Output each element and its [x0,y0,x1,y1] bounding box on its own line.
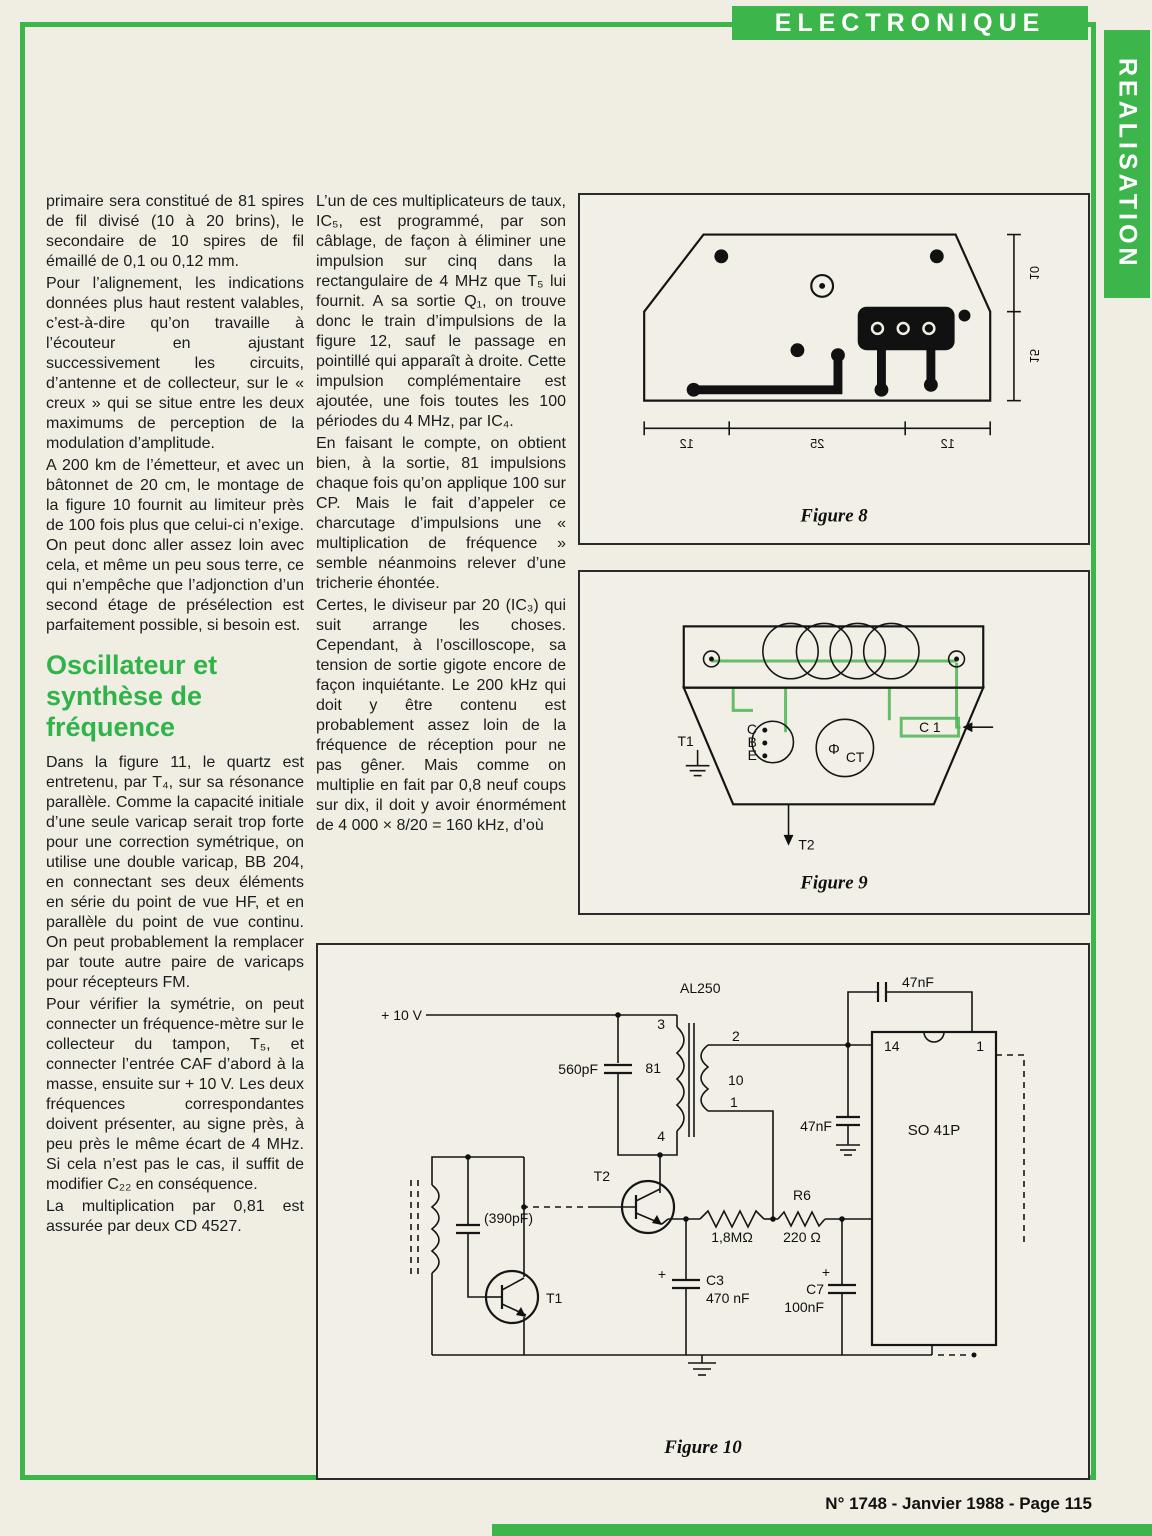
pin-number: 1 [976,1038,984,1054]
component-label: 47nF [800,1118,832,1134]
section-title: ELECTRONIQUE [774,8,1046,37]
board-outline [684,626,983,804]
figure-8 [578,193,1090,545]
capacitor-560pf [558,1061,632,1077]
figure-10 [316,943,1090,1480]
resistor-1m8 [700,1211,764,1245]
transformer [645,980,743,1144]
side-tab [1104,30,1150,298]
phi-symbol: Φ [828,741,840,758]
t2-terminal [784,804,815,852]
supply-label: + 10 V [381,1007,422,1023]
dimension-label: 12 [679,436,694,452]
capacitor-c3 [658,1266,750,1306]
component-label: 1,8MΩ [711,1229,753,1245]
dimension-lines [644,235,1042,452]
component-label: (390pF) [484,1210,534,1226]
transistor-footprint [747,721,794,763]
paragraph: La multiplication par 0,81 est assurée par deux CD 4527. [46,1198,304,1235]
polarity-plus: + [821,1264,830,1280]
schematic-drawing [318,945,1088,1478]
paragraph: L’un de ces multiplicateurs de taux, IC₅, est programmé, par son câblage, de façon à éliminer une impulsion sur cinq dans la rectangulaire de 4 MHz que T₅ lui fournit. A sa sortie Q₁, on trouve donc le train d’impulsions de la figure 12, sauf le passage en pointillé qui apparaît à droite. Cette impulsion complémentaire est ajoutée, une fois toutes les 100 périodes du 4 MHz, par IC₄. [316,193,566,430]
paragraph: Pour vérifier la symétrie, on peut connecter un fréquence-mètre sur le collecteur du tampon, T₅, et connecter l’entrée CAF d’abord à la masse, ensuite sur + 10 V. Les deux fréquences correspondantes doivent présenter, au signe près, à peu près le même écart de 4 MHz. Si cela n’est pas le cas, il suffit de modifier C₂₂ en conséquence. [46,996,304,1193]
ic-so41p [872,1032,996,1345]
bottom-green-strip [492,1524,1152,1536]
pin-number: 1 [730,1094,738,1110]
figure-9 [578,570,1090,915]
pin-number: 4 [657,1128,665,1144]
component-label: R6 [793,1187,811,1203]
pin-number: 14 [884,1038,900,1054]
transistor-t1 [486,1271,563,1323]
component-label: T1 [546,1290,563,1306]
dimension-label: 25 [810,436,825,452]
component-label: C3 [706,1272,724,1288]
transformer-label: AL250 [680,980,721,996]
pin-label: E [747,746,757,763]
paragraph: En faisant le compte, on obtient bien, à la sortie, 81 impulsions chaque fois qu’on applique 100 sur CP. Mais le fait d’appeler ce charcutage d’impulsions une « multiplication de fréquence » semble néanmoins relever d’une tricherie éhontée. [316,435,566,592]
article-heading: Oscillateur et synthèse de fréquence [46,650,218,742]
text-column-2 [316,192,566,838]
coil [763,623,919,678]
resistor-r6 [778,1187,825,1245]
pin-label: C [746,721,757,738]
ic-label: SO 41P [907,1122,961,1139]
capacitor-c1 [901,718,993,736]
paragraph: Pour l’alignement, les indications données plus haut restent valables, c’est-à-dire qu’on travaille à l’écouteur en ajustant successivement les circuits, d’antenne et de collecteur, sur le « creux » qui se situe entre les deux maximums de perception de la modulation d’amplitude. [46,275,304,452]
pin-number: 2 [732,1028,740,1044]
ground-symbol [688,1355,716,1375]
capacitor-47nf-mid [800,1117,860,1155]
transistor-t2 [594,1168,674,1233]
component-label: T2 [798,836,815,853]
figure-caption: Figure 10 [664,1437,742,1458]
component-label: 47nF [902,974,934,990]
pin-label: B [747,733,757,750]
component-value: 470 nF [706,1290,750,1306]
dimension-label: 10 [1026,265,1042,281]
component-label: 560pF [558,1061,598,1077]
oscillator-coil [432,1185,439,1273]
paragraph: Dans la figure 11, le quartz est entretenu, par T₄, sur sa résonance parallèle. Comme la capacité initiale d’une seule varicap serait trop forte pour une correction symétrique, on utilise une double varicap, BB 204, en connectant ses deux éléments en série du point de vue HF, et en parallèle du point de vue continu. On peut probablement la remplacer par toute autre paire de varicaps pour récepteurs FM. [46,754,304,991]
component-value: 100nF [784,1299,824,1315]
pcb-traces [687,249,971,396]
component-label: C7 [806,1281,824,1297]
capacitor-c7 [784,1264,856,1315]
component-value: 220 Ω [783,1229,821,1245]
dimension-label: 12 [940,436,955,452]
component-label: CT [845,748,865,765]
side-tab-label: REALISATION [1113,58,1142,270]
winding-label: 10 [728,1072,744,1088]
paragraph: A 200 km de l’émetteur, et avec un bâtonnet de 20 cm, le montage de la figure 10 fournit au limiteur près de 100 fois plus que celui-ci n’exige. On peut donc aller assez loin avec cela, et même un peu sous terre, ce qui n’empêche que l’adjonction d’un second étage de présélection est parfaitement possible, si besoin est. [46,457,304,634]
capacitor-47nf-top [878,974,934,1002]
winding-label: 81 [645,1060,661,1076]
pcb-component-drawing [580,572,1088,913]
figure-caption: Figure 9 [800,872,868,894]
emitter-arrow [516,1307,526,1317]
trimmer-footprint [816,719,873,776]
component-label: T1 [677,732,694,749]
dimension-label: 15 [1026,348,1042,364]
component-label: T2 [593,1168,610,1184]
text-column-1 [46,192,304,1239]
component-label: C 1 [919,719,941,736]
pin-number: 3 [657,1016,665,1032]
arrowhead [784,835,794,846]
pcb-copper-drawing [580,195,1088,543]
section-header [732,6,1088,40]
paragraph: primaire sera constitué de 81 spires de fil divisé (10 à 20 brins), le secondaire de 10 spires de fil émaillé de 0,1 ou 0,12 mm. [46,193,304,270]
paragraph: Certes, le diviseur par 20 (IC₃) qui suit arrange les choses. Cependant, à l’oscilloscope, sa tension de sortie gigote encore de façon inquiétante. Le 200 kHz qui doit y être contenu est probablement assez loin de la fréquence de réception pour ne pas gêner. Mais comme on multiplie en fait par 0,8 neuf coups sur dix, il doit y avoir énormément de 4 000 × 8/20 = 160 kHz, d’où [316,597,566,834]
figure-caption: Figure 8 [800,505,868,527]
polarity-plus: + [657,1266,666,1282]
page-footer: N° 1748 - Janvier 1988 - Page 115 [825,1494,1092,1513]
